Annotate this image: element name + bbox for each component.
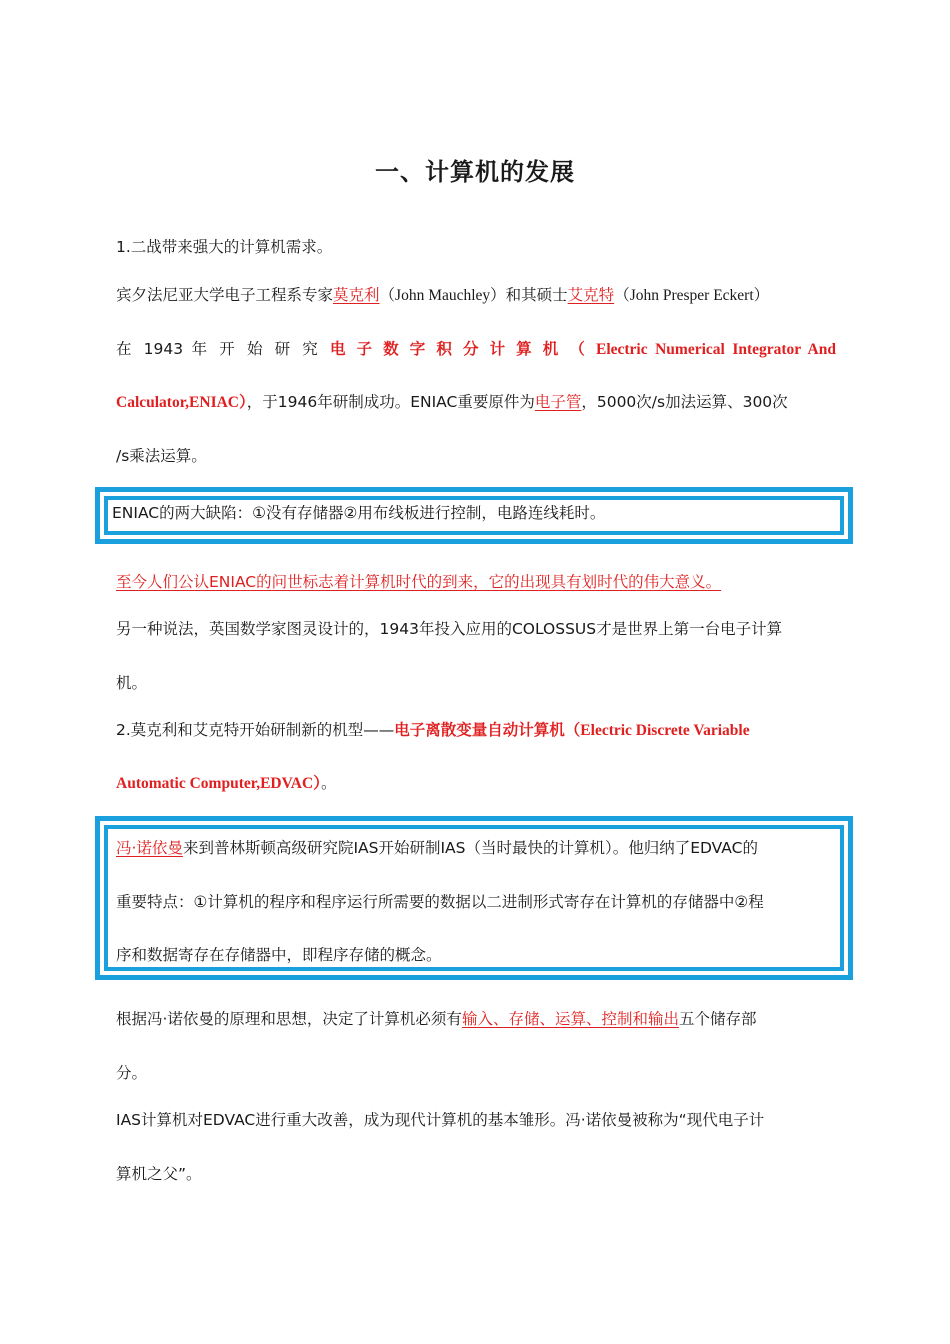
colossus-line1: 另一种说法，英国数学家图灵设计的，1943年投入应用的COLOSSUS才是世界上第一台电子计算 [116,620,783,638]
five-parts-list: 输入、存储、运算、控制和输出 [461,1010,679,1028]
section1-heading: 1.二战带来强大的计算机需求。 [116,238,333,256]
eckert-link: 艾克特 [567,286,615,304]
text: ，5000次/s加法运算、300次 [581,393,788,411]
text: 宾夕法尼亚大学电子工程系专家 [116,286,334,304]
text: 在 1943 年 开 始 研 究 [116,340,322,358]
von-neumann-line2: 重要特点：①计算机的程序和程序运行所需要的数据以二进制形式寄存在计算机的存储器中②程 [116,893,764,911]
eniac-intro-line1 [116,283,836,305]
vacuum-tube-link: 电子管 [534,393,582,411]
text: （John Mauchley）和其硕士 [379,287,568,304]
page-title: 一、计算机的发展 [375,158,575,186]
eniac-intro-line2 [116,337,836,359]
text: ，于1946年研制成功。ENIAC重要原件为 [246,393,535,411]
von-neumann-line1 [116,836,836,858]
eniac-intro-line3 [116,390,836,412]
eniac-defects-box [95,487,853,544]
text: 五个储存部 [678,1010,757,1028]
edvac-heading-cont [116,771,836,793]
eniac-defects-text: ENIAC的两大缺陷：①没有存储器②用布线板进行控制，电路连线耗时。 [112,504,606,522]
von-neumann-line3: 序和数据寄存在存储器中，即程序存储的概念。 [116,946,442,964]
eniac-significance: 至今人们公认ENIAC的问世标志着计算机时代的到来，它的出现具有划时代的伟大意义。 [116,573,722,591]
text: 根据冯·诺依曼的原理和思想，决定了计算机必须有 [116,1010,462,1028]
colossus-line2: 机。 [116,674,148,692]
edvac-heading [116,718,836,740]
mauchly-link: 莫克利 [333,286,380,304]
text: （John Presper Eckert） [614,287,770,304]
eniac-intro-line4: /s乘法运算。 [116,447,207,465]
eniac-name: 电 子 数 字 积 分 计 算 机 （ Electric Numerical Integrator And [329,341,836,358]
text: 。 [320,774,337,792]
ias-line1: IAS计算机对EDVAC进行重大改善，成为现代计算机的基本雏形。冯·诺依曼被称为“现代电子计 [116,1111,765,1129]
edvac-abbr: Automatic Computer,EDVAC） [116,775,321,792]
ias-line2: 算机之父”。 [116,1165,202,1183]
von-neumann-link: 冯·诺依曼 [116,839,183,857]
text: 2.莫克利和艾克特开始研制新的机型—— [116,721,395,739]
five-parts-line2: 分。 [116,1064,148,1082]
edvac-name: 电子离散变量自动计算机（Electric Discrete Variable [394,722,750,739]
box-inner [104,496,844,535]
text: 来到普林斯顿高级研究院IAS开始研制IAS（当时最快的计算机）。他归纳了EDVAC的 [182,839,758,857]
eniac-abbr: Calculator,ENIAC） [116,394,247,411]
five-parts-line1 [116,1007,836,1029]
